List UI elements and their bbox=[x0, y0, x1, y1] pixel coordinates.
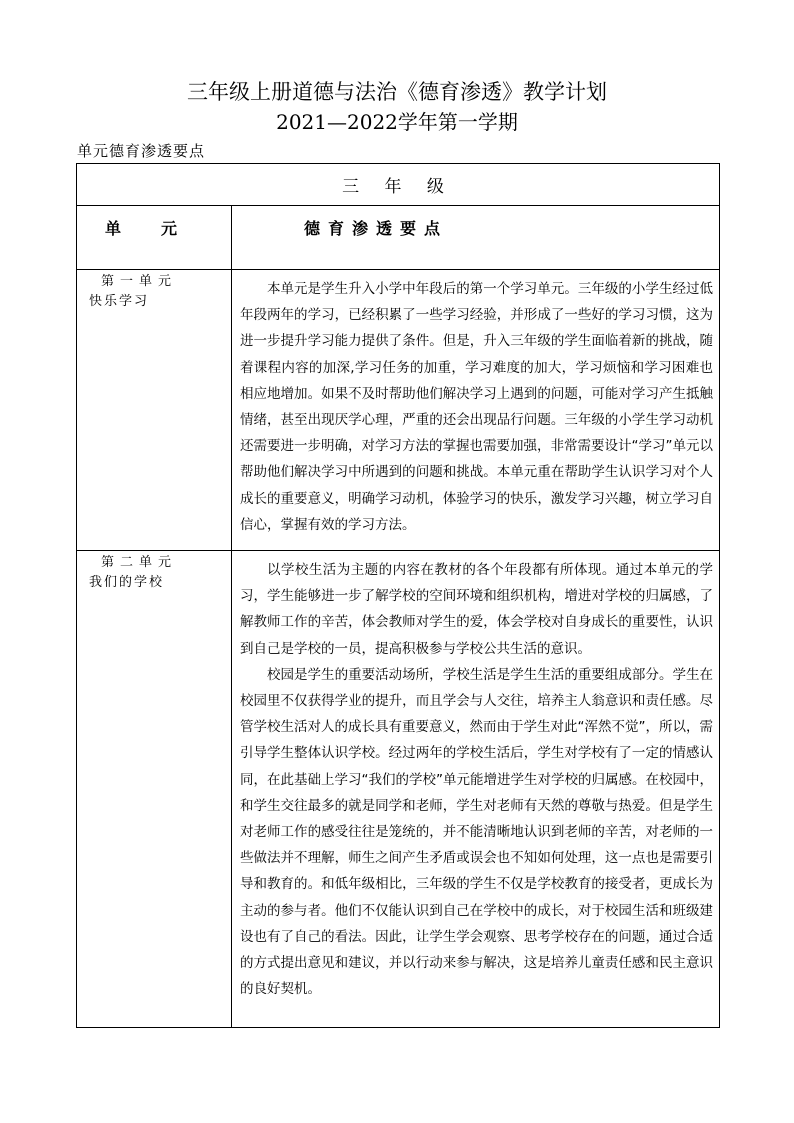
content-cell bbox=[232, 270, 720, 551]
table-row bbox=[77, 551, 720, 1028]
unit-cell bbox=[77, 270, 232, 551]
unit-number: 第二单元 bbox=[101, 555, 178, 570]
header-row bbox=[77, 206, 720, 270]
grade-heading: 三 年 级 bbox=[77, 164, 720, 206]
header-unit-label: 单元 bbox=[105, 219, 218, 238]
table-row bbox=[77, 270, 720, 551]
content-paragraph: 本单元是学生升入小学中年段后的第一个学习单元。三年级的小学生经过低年段两年的学习，已经积累了一些学习经验，并形成了一些好的学习习惯，这为进一步提升学习能力提供了条件。但是，升入三年级的学生面临着新的挑战，随着课程内容的加深,学习任务的加重，学习难度的加大，学习烦恼和学习困难也相应地增加。如果不及时帮助他们解决学习上遇到的问题，可能对学习产生抵触情绪，甚至出现厌学心理，严重的还会出现品行问题。三年级的小学生学习动机还需要进一步明确，对学习方法的掌握也需要加强，非常需要设计“学习”单元以帮助他们解决学习中所遇到的问题和挑战。本单元重在帮助学生认识学习对个人成长的重要意义，明确学习动机，体验学习的快乐，激发学习兴趣，树立学习自信心，掌握有效的学习方法。 bbox=[240, 281, 713, 533]
document-title: 三年级上册道德与法治《德育渗透》教学计划 bbox=[187, 80, 607, 104]
moral-education-table bbox=[76, 163, 720, 1028]
header-unit-cell bbox=[77, 206, 232, 270]
document-term: 2021—2022学年第一学期 bbox=[276, 110, 518, 134]
content-cell bbox=[232, 551, 720, 1028]
content-paragraph: 校园是学生的重要活动场所，学校生活是学生生活的重要组成部分。学生在校园里不仅获得学业的提升，而且学会与人交往，培养主人翁意识和责任感。尽管学校生活对人的成长具有重要意义，然而由于学生对此“浑然不觉”，所以，需引导学生整体认识学校。经过两年的学校生活后，学生对学校有了一定的情感认同，在此基础上学习“我们的学校”单元能增进学生对学校的归属感。在校园中，和学生交往最多的就是同学和老师，学生对老师有天然的尊敬与热爱。但是学生对老师工作的感受往往是笼统的，并不能清晰地认识到老师的辛苦，对老师的一些做法并不理解，师生之间产生矛盾或误会也不知如何处理，这一点也是需要引导和教育的。和低年级相比，三年级的学生不仅是学校教育的接受者，更成长为主动的参与者。他们不仅能认识到自己在学校中的成长，对于校园生活和班级建设也有了自己的看法。因此，让学生学会观察、思考学校存在的问题，通过合适的方式提出意见和建议，并以行动来参与解决，这是培养儿童责任感和民主意识的良好契机。 bbox=[240, 666, 713, 998]
unit-name: 我们的学校 bbox=[89, 575, 165, 590]
header-points-cell bbox=[232, 206, 720, 270]
unit-cell bbox=[77, 551, 232, 1028]
section-subtitle: 单元德育渗透要点 bbox=[77, 142, 206, 160]
unit-number: 第一单元 bbox=[101, 274, 178, 289]
header-points-label: 德育渗透要点 bbox=[304, 219, 449, 238]
unit-name: 快乐学习 bbox=[89, 294, 150, 309]
grade-row bbox=[77, 164, 720, 206]
content-paragraph: 以学校生活为主题的内容在教材的各个年段都有所体现。通过本单元的学习，学生能够进一步了解学校的空间环境和组织机构，增进对学校的归属感，了解教师工作的辛苦，体会教师对学生的爱，体会学校对自身成长的重要性，认识到自己是学校的一员，提高积极参与学校公共生活的意识。 bbox=[240, 562, 713, 657]
